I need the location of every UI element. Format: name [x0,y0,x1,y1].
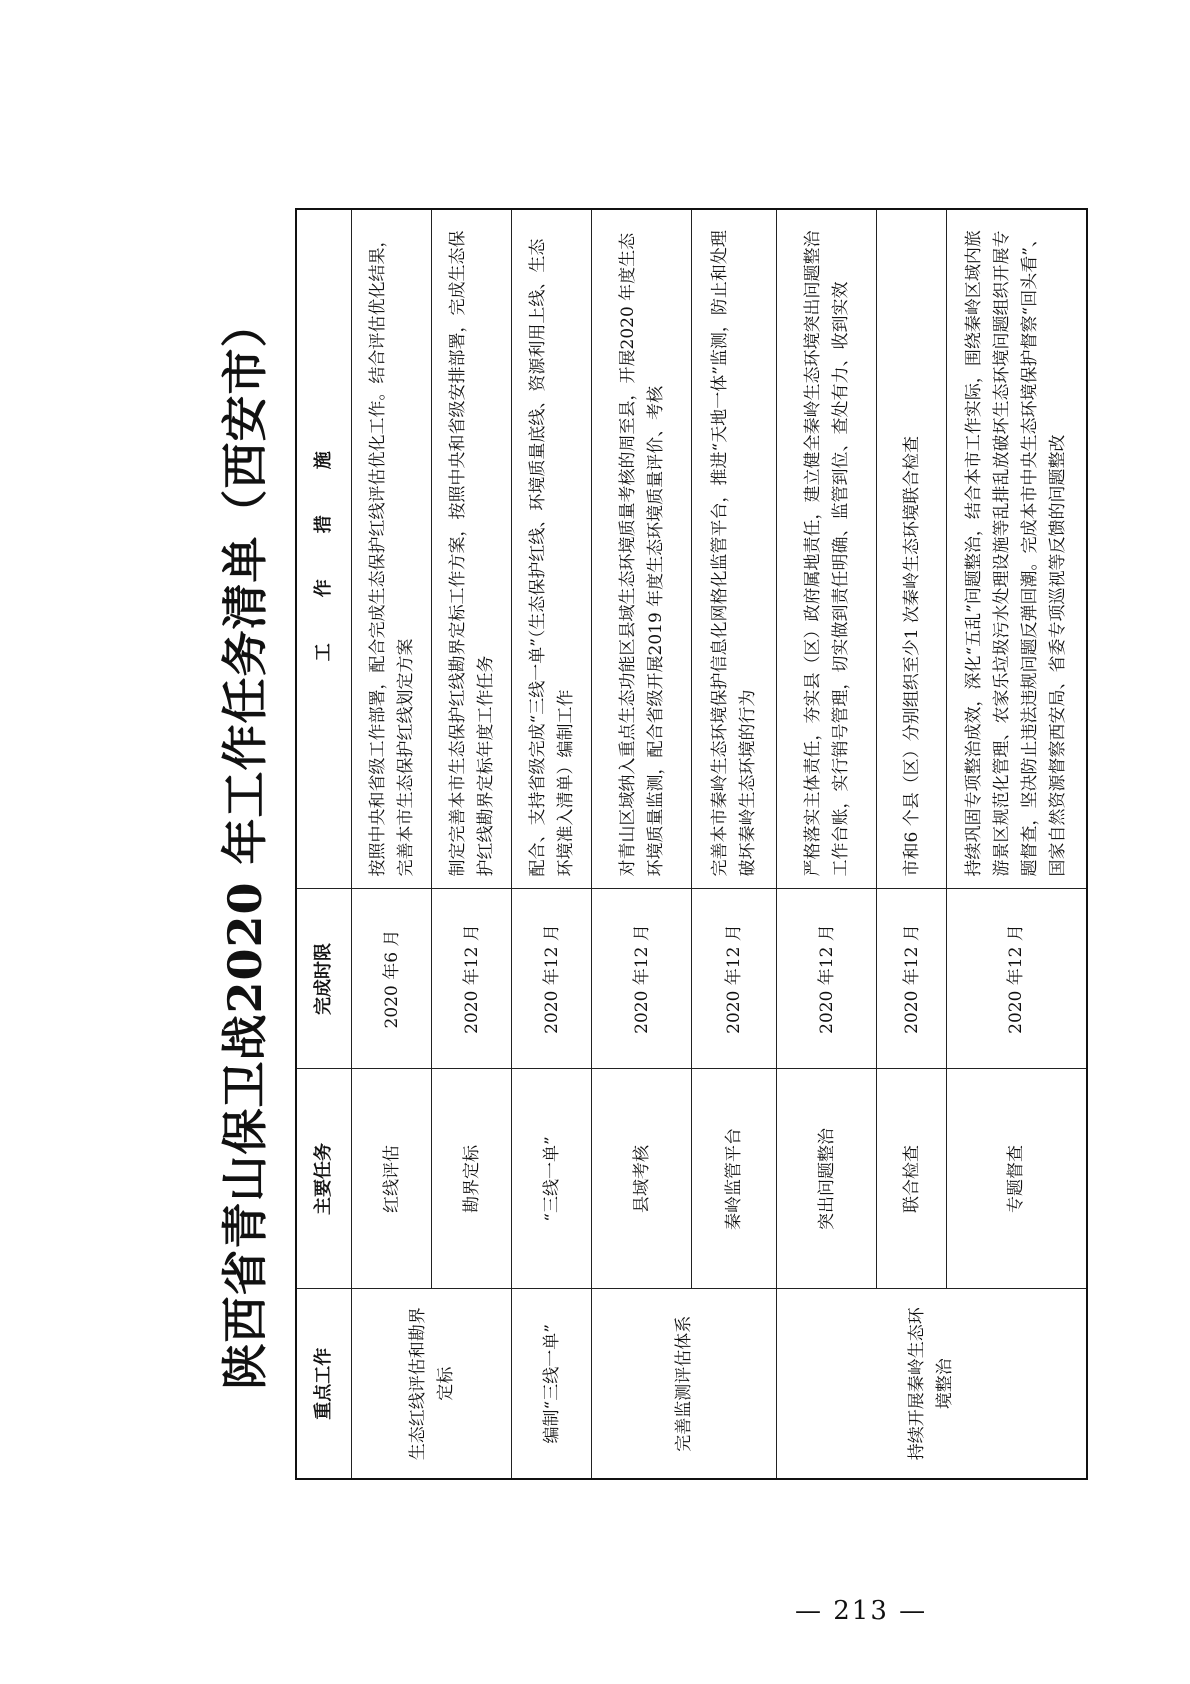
cell-main-task: 秦岭监管平台 [692,1069,777,1289]
rotated-page [215,210,1069,1480]
table-row [777,209,877,1479]
cell-deadline: 2020 年6 月 [352,889,432,1069]
cell-measures: 对青山区域纳入重点生态功能区县域生态环境质量考核的周至县，开展2020 年度生态环境质量监测，配合省级开展2019 年度生态环境质量评价、考核 [592,209,692,889]
page-title: 陕西省青山保卫战2020 年工作任务清单（西安市） [218,300,272,1390]
header-main-task: 主要任务 [296,1069,352,1289]
cell-key-work: 编制“三线一单” [512,1289,592,1479]
cell-measures: 市和6 个县（区）分别组织至少1 次秦岭生态环境联合检查 [877,209,947,889]
header-key-work: 重点工作 [296,1289,352,1479]
table-row [692,209,777,1479]
cell-deadline: 2020 年12 月 [777,889,877,1069]
cell-key-work: 持续开展秦岭生态环境整治 [777,1289,1087,1479]
cell-deadline: 2020 年12 月 [432,889,512,1069]
cell-main-task: 突出问题整治 [777,1069,877,1289]
task-table-wrapper [295,210,1069,1480]
cell-main-task: 红线评估 [352,1069,432,1289]
header-deadline: 完成时限 [296,889,352,1069]
cell-key-work: 生态红线评估和勘界定标 [352,1289,512,1479]
cell-main-task: 专题督查 [947,1069,1087,1289]
table-row [432,209,512,1479]
table-row [352,209,432,1479]
cell-measures: 严格落实主体责任，夯实县（区）政府属地责任，建立健全秦岭生态环境突出问题整治工作台账，实行销号管理，切实做到责任明确、监管到位、查处有力、收到实效 [777,209,877,889]
cell-main-task: “三线一单” [512,1069,592,1289]
cell-deadline: 2020 年12 月 [692,889,777,1069]
cell-deadline: 2020 年12 月 [512,889,592,1069]
cell-main-task: 联合检查 [877,1069,947,1289]
cell-main-task: 勘界定标 [432,1069,512,1289]
table-row [592,209,692,1479]
table-row [877,209,947,1479]
header-measures: 工 作 措 施 [296,209,352,889]
task-table [295,208,1088,1480]
table-row [947,209,1087,1479]
cell-deadline: 2020 年12 月 [877,889,947,1069]
cell-measures: 持续巩固专项整治成效，深化“五乱”问题整治，结合本市工作实际，围绕秦岭区域内旅游景区规范化管理、农家乐垃圾污水处理设施等乱排乱放破坏生态环境问题组织开展专题督查，坚决防止违法违规问题反弹回潮。完成本市中央生态环境保护督察“回头看”、国家自然资源督察西安局、省委专项巡视等反馈的问题整改 [947,209,1087,889]
cell-main-task: 县域考核 [592,1069,692,1289]
cell-deadline: 2020 年12 月 [592,889,692,1069]
table-row [512,209,592,1479]
cell-deadline: 2020 年12 月 [947,889,1087,1069]
cell-measures: 按照中央和省级工作部署，配合完成生态保护红线评估优化工作。结合评估优化结果，完善本市生态保护红线划定方案 [352,209,432,889]
cell-measures: 制定完善本市生态保护红线勘界定标工作方案，按照中央和省级安排部署，完成生态保护红线勘界定标年度工作任务 [432,209,512,889]
cell-measures: 配合、支持省级完成“三线一单”（生态保护红线、环境质量底线、资源利用上线、生态环境准入清单）编制工作 [512,209,592,889]
cell-measures: 完善本市秦岭生态环境保护信息化网格化监管平台，推进“天地一体”监测，防止和处理破坏秦岭生态环境的行为 [692,209,777,889]
table-header-row [296,209,352,1479]
cell-key-work: 完善监测评估体系 [592,1289,777,1479]
page-number: — 213 — [795,1596,928,1626]
